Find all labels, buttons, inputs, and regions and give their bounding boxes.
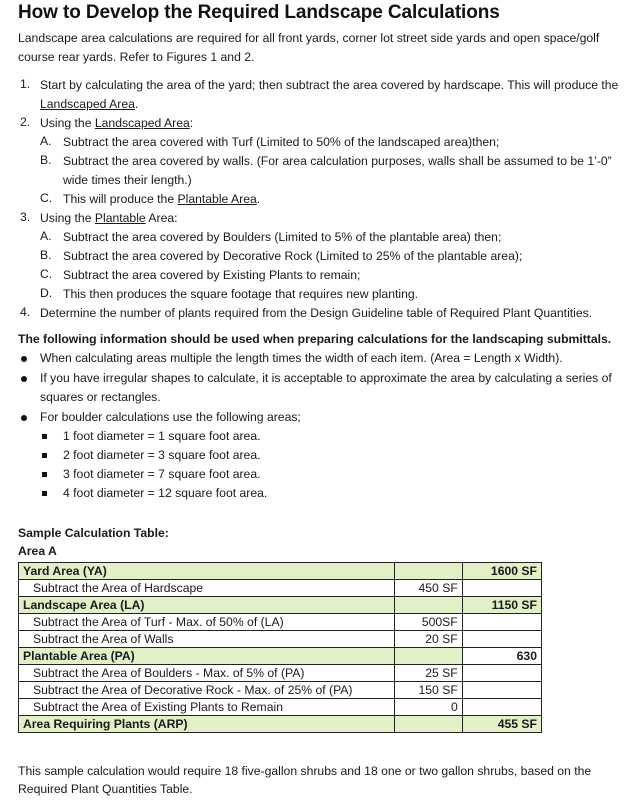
- step-2b-text-line-2: wide times their length.): [63, 173, 192, 187]
- row-total-value: 630: [462, 648, 541, 665]
- row-mid-value: 150 SF: [395, 682, 463, 699]
- intro-line-1: Landscape area calculations are required for all front yards, corner lot street side yards and open space/golf: [18, 31, 600, 45]
- table-row: [19, 699, 542, 716]
- step-3a-letter: A.: [40, 229, 52, 243]
- step-2-prefix: Using the: [40, 116, 95, 130]
- square-bullet-icon: [42, 472, 47, 477]
- calculation-table: [18, 562, 542, 733]
- step-2c-suffix: .: [256, 192, 261, 206]
- row-total-value: [462, 631, 541, 648]
- area-label: Area A: [18, 544, 57, 558]
- square-bullet-icon: [42, 491, 47, 496]
- landscaped-area-term: Landscaped Area: [94, 116, 190, 130]
- table-row: [19, 648, 542, 665]
- step-1-line-2: [40, 96, 138, 112]
- row-mid-value: 20 SF: [395, 631, 463, 648]
- page-title: How to Develop the Required Landscape Calculations: [18, 2, 500, 23]
- step-3a-text: Subtract the area covered by Boulders (Limited to 5% of the plantable area) then;: [63, 230, 502, 244]
- conclusion-line-2: Required Plant Quantities Table.: [18, 782, 193, 796]
- row-mid-value: [395, 563, 463, 580]
- boulder-size-item: 2 foot diameter = 3 square foot area.: [63, 448, 261, 462]
- bullet-icon: [21, 415, 27, 421]
- row-total-value: [462, 580, 541, 597]
- row-total-value: [462, 665, 541, 682]
- landscaped-area-term: Landscaped Area: [40, 97, 135, 111]
- row-mid-value: 25 SF: [395, 665, 463, 682]
- row-total-value: [462, 682, 541, 699]
- bullet-2-text: If you have irregular shapes to calculate, it is acceptable to approximate the area by calculating a series of: [40, 371, 612, 385]
- bullet-icon: [21, 356, 27, 362]
- square-bullet-icon: [42, 453, 47, 458]
- table-row: [19, 563, 542, 580]
- step-1-end: .: [134, 97, 139, 111]
- step-4-text: Determine the number of plants required from the Design Guideline table of Required Plant Quantities.: [40, 306, 593, 320]
- row-label: Subtract the Area of Decorative Rock - Max. of 25% of (PA): [19, 682, 395, 699]
- boulder-size-item: 1 foot diameter = 1 square foot area.: [63, 429, 261, 443]
- step-3-text: [40, 210, 178, 226]
- row-mid-value: 450 SF: [395, 580, 463, 597]
- row-total-value: [462, 699, 541, 716]
- step-2b-text: Subtract the area covered by walls. (For area calculation purposes, walls shall be assumed to be 1’-0”: [63, 154, 612, 168]
- step-2-number: 2.: [20, 115, 31, 129]
- table-row: [19, 716, 542, 733]
- step-2-suffix: :: [189, 116, 194, 130]
- step-3d-text: This then produces the square footage that requires new planting.: [63, 287, 419, 301]
- plantable-term: Plantable: [94, 211, 146, 225]
- row-label: Subtract the Area of Boulders - Max. of 5% of (PA): [19, 665, 395, 682]
- step-1-number: 1.: [20, 77, 31, 91]
- step-3-prefix: Using the: [40, 211, 95, 225]
- step-2c-prefix: This will produce the: [63, 192, 178, 206]
- step-2c-letter: C.: [40, 191, 53, 205]
- row-label: Yard Area (YA): [19, 563, 395, 580]
- step-2-text: [40, 115, 193, 131]
- step-3d-letter: D.: [40, 286, 53, 300]
- step-1-text: Start by calculating the area of the yard; then subtract the area covered by hardscape. This will produce the: [40, 78, 619, 92]
- row-total-value: 455 SF: [462, 716, 541, 733]
- conclusion-line-1: This sample calculation would require 18 five-gallon shrubs and 18 one or two gallon shrubs, based on the: [18, 764, 592, 778]
- table-row: [19, 631, 542, 648]
- boulder-size-item: 3 foot diameter = 7 square foot area.: [63, 467, 261, 481]
- row-total-value: 1150 SF: [462, 597, 541, 614]
- bullet-2-text-line-2: squares or rectangles.: [40, 390, 161, 404]
- table-row: [19, 597, 542, 614]
- row-total-value: [462, 614, 541, 631]
- step-3b-text: Subtract the area covered by Decorative Rock (Limited to 25% of the plantable area);: [63, 249, 523, 263]
- intro-line-2: course rear yards. Refer to Figures 1 and 2.: [18, 50, 255, 64]
- step-2a-text: Subtract the area covered with Turf (Limited to 50% of the landscaped area)then;: [63, 135, 500, 149]
- row-label: Subtract the Area of Turf - Max. of 50% of (LA): [19, 614, 395, 631]
- row-mid-value: [395, 648, 463, 665]
- row-label: Subtract the Area of Hardscape: [19, 580, 395, 597]
- info-heading: The following information should be used when preparing calculations for the landscaping submittals.: [18, 332, 612, 346]
- table-row: [19, 665, 542, 682]
- table-row: [19, 682, 542, 699]
- bullet-icon: [21, 376, 27, 382]
- step-4-number: 4.: [20, 305, 31, 319]
- step-2b-letter: B.: [40, 153, 52, 167]
- step-3-suffix: Area:: [145, 211, 178, 225]
- row-label: Subtract the Area of Existing Plants to Remain: [19, 699, 395, 716]
- step-2a-letter: A.: [40, 134, 52, 148]
- row-label: Subtract the Area of Walls: [19, 631, 395, 648]
- bullet-1-text: When calculating areas multiple the length times the width of each item. (Area = Length x Width).: [40, 351, 563, 365]
- row-label: Area Requiring Plants (ARP): [19, 716, 395, 733]
- row-mid-value: 0: [395, 699, 463, 716]
- table-row: [19, 580, 542, 597]
- step-2c-text: [63, 191, 260, 207]
- bullet-3-text: For boulder calculations use the following areas;: [40, 410, 301, 424]
- boulder-size-item: 4 foot diameter = 12 square foot area.: [63, 486, 268, 500]
- row-mid-value: 500SF: [395, 614, 463, 631]
- square-bullet-icon: [42, 434, 47, 439]
- table-heading: Sample Calculation Table:: [18, 526, 169, 540]
- row-label: Plantable Area (PA): [19, 648, 395, 665]
- step-3-number: 3.: [20, 210, 31, 224]
- step-3c-text: Subtract the area covered by Existing Plants to remain;: [63, 268, 361, 282]
- row-mid-value: [395, 716, 463, 733]
- plantable-area-term: Plantable Area: [177, 192, 257, 206]
- step-3b-letter: B.: [40, 248, 52, 262]
- row-label: Landscape Area (LA): [19, 597, 395, 614]
- row-mid-value: [395, 597, 463, 614]
- row-total-value: 1600 SF: [462, 563, 541, 580]
- table-row: [19, 614, 542, 631]
- step-3c-letter: C.: [40, 267, 53, 281]
